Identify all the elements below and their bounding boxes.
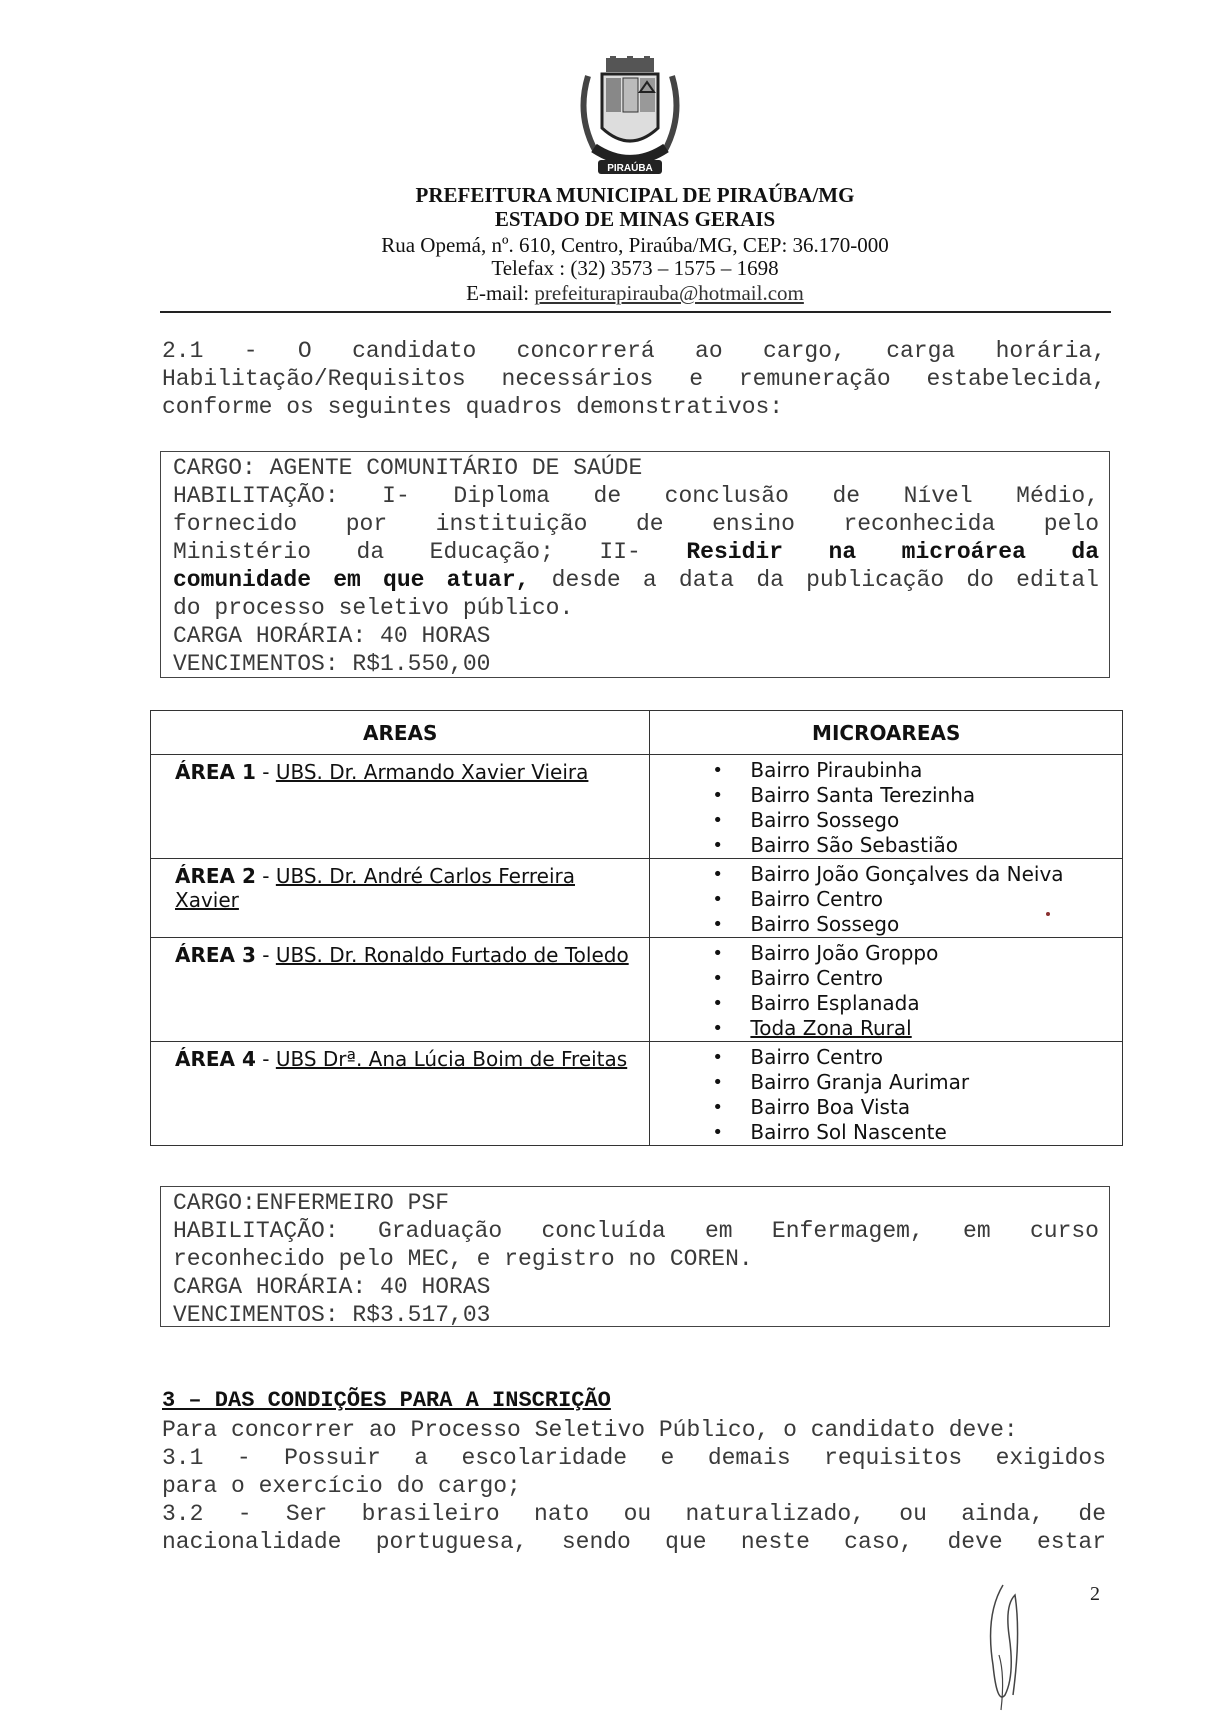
list-item: • Bairro Piraubinha <box>650 758 1122 783</box>
list-item: • Bairro Sossego <box>650 912 1122 937</box>
intro-line: Habilitação/Requisitos necessários e remuneração estabelecida, <box>162 366 1106 392</box>
list-item: • Bairro Centro <box>650 966 1122 991</box>
carga-horaria: CARGA HORÁRIA: 40 HORAS <box>173 623 491 649</box>
list-item: • Bairro Sossego <box>650 808 1122 833</box>
habilitacao-line: fornecido por instituição de ensino reconhecida pelo <box>173 511 1099 537</box>
habilitacao-line: reconhecido pelo MEC, e registro no COREN. <box>173 1246 753 1272</box>
area-label: ÁREA 2 <box>175 864 256 888</box>
table-header-row <box>151 711 1123 755</box>
table-row <box>151 938 1123 1042</box>
header-state: ESTADO DE MINAS GERAIS <box>494 207 776 231</box>
microarea-cell <box>650 1042 1123 1146</box>
area-cell: ÁREA 3 - UBS. Dr. Ronaldo Furtado de Toledo <box>151 938 650 1042</box>
microarea-cell <box>650 938 1123 1042</box>
section3-line: para o exercício do cargo; <box>162 1473 521 1499</box>
carga-horaria: CARGA HORÁRIA: 40 HORAS <box>173 1274 491 1300</box>
header-address: Rua Opemá, nº. 610, Centro, Piraúba/MG, CEP: 36.170-000 <box>381 233 889 257</box>
ubs-name: UBS Drª. Ana Lúcia Boim de Freitas <box>275 1047 628 1071</box>
col-header-microareas: MICROAREAS <box>650 711 1123 755</box>
habilitacao-line: HABILITAÇÃO: I- Diploma de conclusão de Nível Médio, <box>173 483 1099 509</box>
header-email-line <box>0 281 1208 306</box>
page-number: 2 <box>1090 1583 1100 1605</box>
table-row <box>151 859 1123 938</box>
section3-line: nacionalidade portuguesa, sendo que neste caso, deve estar <box>162 1529 1106 1555</box>
list-item: • Bairro São Sebastião <box>650 833 1122 858</box>
col-header-areas: AREAS <box>151 711 650 755</box>
list-item: • Bairro Granja Aurimar <box>650 1070 1122 1095</box>
residir-emphasis: Residir na microárea da <box>686 539 1100 565</box>
table-row <box>151 755 1123 859</box>
signature-icon <box>975 1575 1035 1715</box>
area-cell: ÁREA 4 - UBS Drª. Ana Lúcia Boim de Freitas <box>151 1042 650 1146</box>
section3-line: Para concorrer ao Processo Seletivo Público, o candidato deve: <box>162 1417 1018 1443</box>
habilitacao-line: HABILITAÇÃO: Graduação concluída em Enfermagem, em curso <box>173 1218 1099 1244</box>
list-item: • Bairro Sol Nascente <box>650 1120 1122 1145</box>
intro-line: 2.1 - O candidato concorrerá ao cargo, carga horária, <box>162 338 1106 364</box>
ubs-name: UBS. Dr. Armando Xavier Vieira <box>275 760 589 784</box>
email-link[interactable]: prefeiturapirauba@hotmail.com <box>534 281 804 305</box>
microarea-cell <box>650 859 1123 938</box>
header-divider <box>160 311 1111 313</box>
ubs-name: UBS. Dr. André Carlos Ferreira Xavier <box>175 864 575 912</box>
area-label: ÁREA 1 <box>175 760 256 784</box>
habilitacao-line: comunidade em que atuar, desde a data da publicação do edital <box>173 567 1099 593</box>
microarea-cell <box>650 755 1123 859</box>
area-label: ÁREA 4 <box>175 1047 256 1071</box>
cargo-box-enfermeiro <box>160 1186 1110 1327</box>
section-title: 3 – DAS CONDIÇÕES PARA A INSCRIÇÃO <box>162 1388 611 1413</box>
cargo-title: CARGO: AGENTE COMUNITÁRIO DE SAÚDE <box>173 455 643 481</box>
list-item: • Bairro João Gonçalves da Neiva <box>650 862 1122 887</box>
intro-line: conforme os seguintes quadros demonstrativos: <box>162 394 784 420</box>
list-item: • Toda Zona Rural <box>650 1016 1122 1041</box>
section3-paragraph <box>162 1416 1106 1556</box>
email-label: E-mail: <box>466 281 530 305</box>
municipal-crest-icon <box>568 56 692 180</box>
list-item: • Bairro Esplanada <box>650 991 1122 1016</box>
intro-paragraph <box>162 337 1106 421</box>
header-org: PREFEITURA MUNICIPAL DE PIRAÚBA/MG <box>415 183 855 207</box>
section3-line: 3.2 - Ser brasileiro nato ou naturalizado, ou ainda, de <box>162 1501 1106 1527</box>
list-item: • Bairro Centro <box>650 887 1122 912</box>
table-row <box>151 1042 1123 1146</box>
cargo-box-agente <box>160 451 1110 678</box>
section3-line: 3.1 - Possuir a escolaridade e demais requisitos exigidos <box>162 1445 1106 1471</box>
list-item: • Bairro João Groppo <box>650 941 1122 966</box>
stray-mark-icon <box>1045 911 1051 917</box>
area-label: ÁREA 3 <box>175 943 256 967</box>
crest-label: PIRAÚBA <box>607 163 653 174</box>
list-item: • Bairro Boa Vista <box>650 1095 1122 1120</box>
comunidade-emphasis: comunidade em que atuar, <box>173 567 530 593</box>
area-cell: ÁREA 1 - UBS. Dr. Armando Xavier Vieira <box>151 755 650 859</box>
ubs-name: UBS. Dr. Ronaldo Furtado de Toledo <box>275 943 629 967</box>
header-phone: Telefax : (32) 3573 – 1575 – 1698 <box>491 256 779 280</box>
habilitacao-line: do processo seletivo público. <box>173 595 574 621</box>
area-cell: ÁREA 2 - UBS. Dr. André Carlos Ferreira Xavier <box>151 859 650 938</box>
areas-table <box>150 710 1123 1146</box>
cargo-title: CARGO:ENFERMEIRO PSF <box>173 1190 450 1216</box>
list-item: • Bairro Centro <box>650 1045 1122 1070</box>
vencimentos: VENCIMENTOS: R$1.550,00 <box>173 651 491 677</box>
vencimentos: VENCIMENTOS: R$3.517,03 <box>173 1302 491 1328</box>
list-item: • Bairro Santa Terezinha <box>650 783 1122 808</box>
habilitacao-line: Ministério da Educação; II- Residir na microárea da <box>173 539 1100 565</box>
